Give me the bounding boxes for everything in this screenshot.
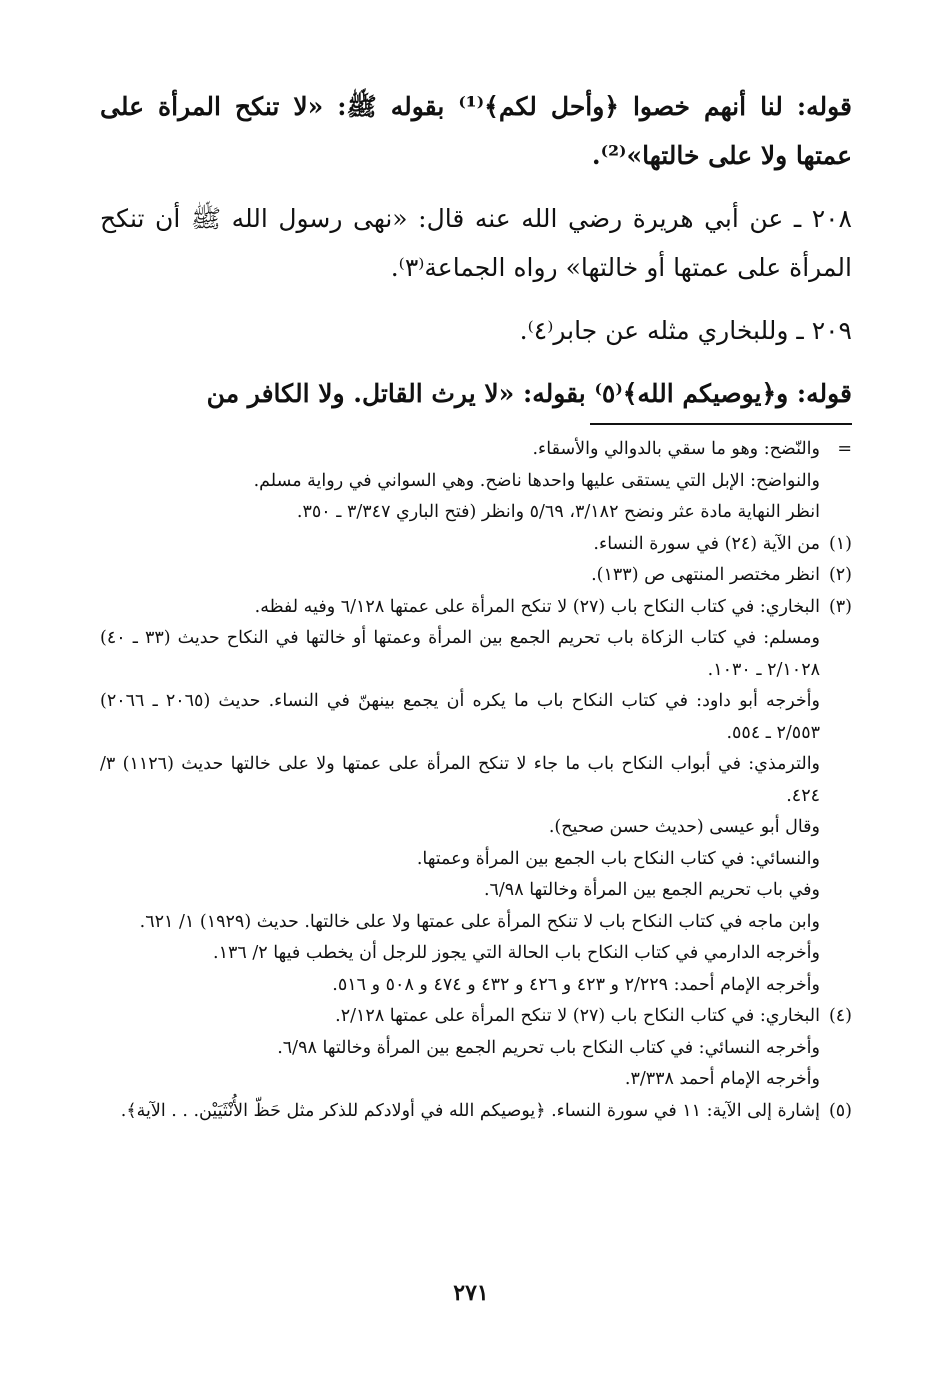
footnote-line: وأخرجه النسائي: في كتاب النكاح باب تحريم الجمع بين المرأة وخالتها ٦/٩٨. — [277, 1037, 820, 1058]
footnote-line: وأخرجه الدارمي في كتاب النكاح باب الحالة التي يجوز للرجل أن يخطب فيها ٢/ ١٣٦. — [213, 943, 820, 963]
footnote-line: والنّضح: وهو ما سقي بالدوالي والأسقاء. — [532, 439, 820, 459]
footnote-continuation — [100, 434, 852, 529]
footnote-line: إشارة إلى الآية: ١١ في سورة النساء. ﴿يوصيكم الله في أولادكم للذكر مثل حَظّ الأُنْثَيَيْن. . . الآية﴾. — [120, 1100, 820, 1121]
footnote-line: والنسائي: في كتاب النكاح باب الجمع بين المرأة وعمتها. — [416, 848, 820, 869]
footnote-5 — [100, 1096, 852, 1128]
footnote-line: وأخرجه أبو داود: في كتاب النكاح باب ما يكره أن يجمع بينهنّ في النساء. حديث (٢٠٦٥ ـ ٢٠٦٦) ٢/٥٥٣ ـ ٥٥٤. — [100, 691, 820, 743]
footnote-number: (٤) — [828, 1006, 852, 1026]
footnote-line: وأخرجه الإمام أحمد ٣/٣٣٨. — [624, 1069, 820, 1089]
page-number: ٢٧١ — [453, 1280, 489, 1306]
footnote-line: وابن ماجه في كتاب النكاح باب لا تنكح المرأة على عمتها ولا على خالتها. حديث (١٩٢٩) ١/ ٦٢١. — [139, 911, 820, 932]
footnote-divider — [590, 423, 852, 425]
footnote-line: وفي باب تحريم الجمع بين المرأة وخالتها ٦/٩٨. — [483, 880, 820, 900]
footnote-line: وقال أبو عيسى (حديث حسن صحيح). — [548, 817, 820, 837]
footnote-line: ومسلم: في كتاب الزكاة باب تحريم الجمع بين المرأة وعمتها أو خالتها في النكاح حديث (٣٣ ـ ٤٠) ٢/١٠٢٨ ـ ١٠٣٠. — [100, 628, 820, 680]
footnote-line: والنواضح: الإبل التي يستقى عليها واحدها ناضح. وهي السواني في رواية مسلم. — [253, 470, 820, 491]
footnotes — [100, 434, 852, 1127]
footnote-3 — [100, 592, 852, 1002]
paragraph-qawluh-2: قوله: و﴿يوصيكم الله﴾⁽٥⁾ بقوله: «لا يرث القاتل. ولا الكافر من — [206, 379, 852, 408]
footnote-line: والترمذي: في أبواب النكاح باب ما جاء لا تنكح المرأة على عمتها ولا على خالتها حديث (١١٢٦) ٣/ ٤٢٤. — [100, 754, 821, 806]
main-text — [100, 82, 852, 432]
footnote-number: (٣) — [828, 596, 852, 617]
footnote-number: (١) — [828, 533, 852, 554]
footnote-number: (٥) — [828, 1100, 852, 1121]
hadith-208: ٢٠٨ ـ عن أبي هريرة رضي الله عنه قال: «نهى رسول الله ﷺ أن تنكح المرأة على عمتها أو خالتها» رواه الجماعة⁽٣⁾. — [100, 204, 852, 282]
footnote-2 — [100, 560, 852, 592]
footnote-number: (٢) — [828, 565, 852, 585]
continuation-marker: = — [837, 439, 852, 459]
footnote-4 — [100, 1001, 852, 1096]
footnote-line: انظر النهاية مادة عثر ونضح ٣/١٨٢، ٥/٦٩ وانظر (فتح الباري ٣/٣٤٧ ـ ٣٥٠. — [296, 502, 820, 522]
footnote-line: انظر مختصر المنتهى ص (١٣٣). — [591, 565, 820, 585]
footnote-1 — [100, 529, 852, 561]
footnote-line: البخاري: في كتاب النكاح باب (٢٧) لا تنكح المرأة على عمتها ٢/١٢٨. — [335, 1006, 820, 1026]
paragraph-qawluh-1: قوله: لنا أنهم خصوا ﴿وأحل لكم﴾⁽¹⁾ بقوله ﷺ: «لا تنكح المرأة على عمتها ولا على خالتها»⁽²⁾. — [100, 92, 852, 170]
footnote-line: وأخرجه الإمام أحمد: ٢/٢٢٩ و ٤٢٣ و ٤٢٦ و ٤٣٢ و ٤٧٤ و ٥٠٨ و ٥١٦. — [332, 974, 820, 995]
footnote-line: من الآية (٢٤) في سورة النساء. — [593, 533, 820, 554]
footnote-line: البخاري: في كتاب النكاح باب (٢٧) لا تنكح المرأة على عمتها ٦/١٢٨ وفيه لفظه. — [254, 596, 820, 617]
hadith-209: ٢٠٩ ـ وللبخاري مثله عن جابر⁽٤⁾. — [519, 316, 852, 345]
